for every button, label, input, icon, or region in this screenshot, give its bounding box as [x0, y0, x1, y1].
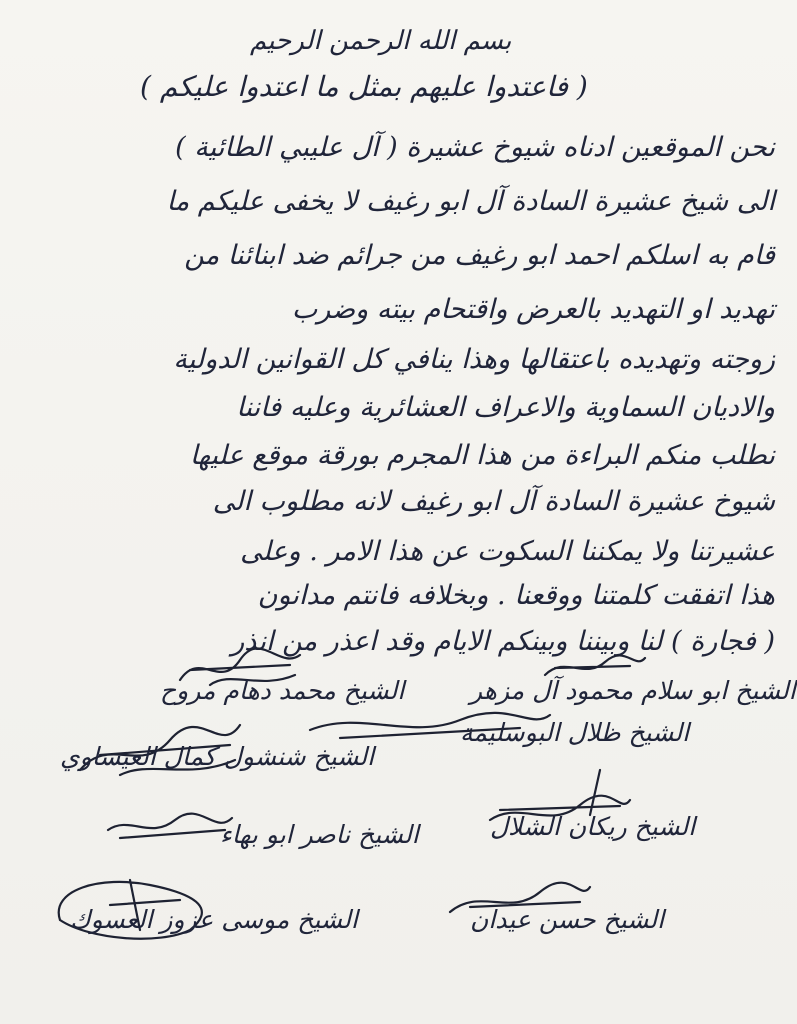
body-line-7: نطلب منكم البراءة من هذا المجرم بورقة موقع عليها	[189, 440, 775, 471]
body-line-9: عشيرتنا ولا يمكننا السكوت عن هذا الامر . وعلى	[240, 536, 775, 567]
basmala: بسم الله الرحمن الرحيم	[250, 26, 512, 56]
body-line-6: والاديان السماوية والاعراف العشائرية وعليه فاننا	[236, 392, 775, 423]
body-line-4: تهديد او التهديد بالعرض واقتحام بيته وضرب	[291, 294, 775, 325]
body-line-10: هذا اتفقت كلمتنا ووقعنا . وبخلافه فانتم مدانون	[257, 580, 775, 611]
signatory-name: الشيخ حسن عيدان	[470, 905, 665, 934]
body-line-3: قام به اسلكم احمد ابو رغيف من جرائم ضد ابنائنا من	[184, 240, 775, 271]
signatory-name: الشيخ شنشول كمال العيساوي	[60, 742, 375, 771]
body-line-11: ( فجارة ) لنا وبيننا وبينكم الايام وقد اعذر من انذر	[231, 626, 775, 657]
body-line-1: نحن الموقعين ادناه شيوخ عشيرة ( آل عليبي الطائية )	[175, 132, 775, 163]
signatory-name: الشيخ ريكان الشلال	[490, 812, 696, 841]
signatory-name: الشيخ ابو سلام محمود آل مزهر	[470, 676, 796, 705]
body-line-5: زوجته وتهديده باعتقالها وهذا ينافي كل القوانين الدولية	[173, 344, 775, 375]
signatory-name: الشيخ ظلال البوسليمة	[460, 718, 690, 747]
quranic-verse: ( فاعتدوا عليهم بمثل ما اعتدوا عليكم )	[140, 70, 588, 103]
body-line-2: الى شيخ عشيرة السادة آل ابو رغيف لا يخفى عليكم ما	[166, 186, 775, 217]
signatory-name: الشيخ موسى عزوز العسوك	[70, 905, 358, 934]
signature-scribble-5	[100, 800, 240, 850]
body-line-8: شيوخ عشيرة السادة آل ابو رغيف لانه مطلوب الى	[212, 486, 775, 517]
signatory-name: الشيخ ناصر ابو بهاء	[220, 820, 419, 849]
signatory-name: الشيخ محمد دهام مروح	[160, 676, 405, 705]
